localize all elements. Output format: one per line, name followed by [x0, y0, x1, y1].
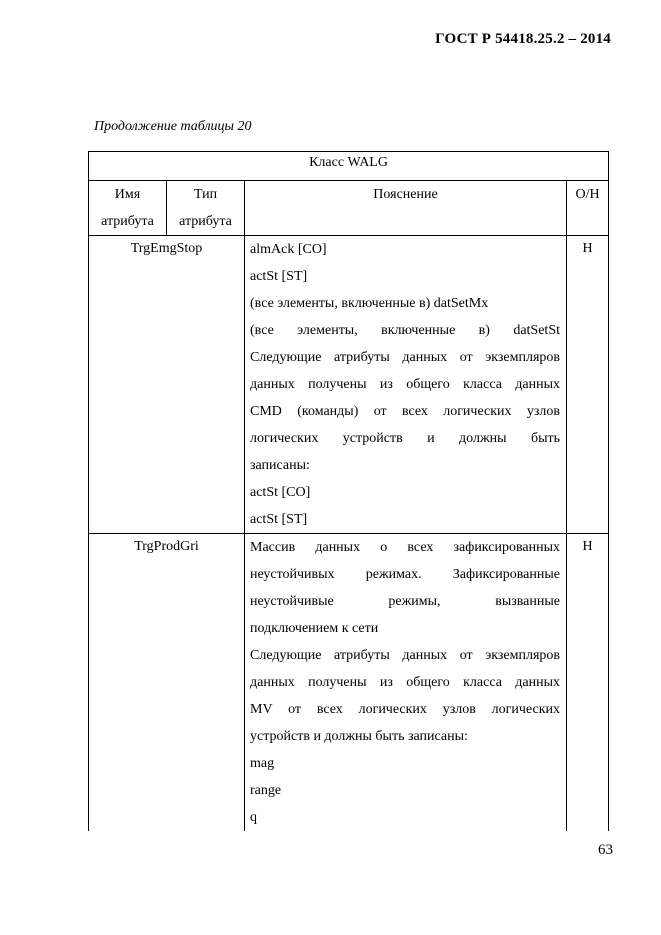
table-caption: Продолжение таблицы 20	[94, 119, 252, 134]
desc-line: данных получены из общего класса данных	[250, 377, 560, 392]
desc-line: логических устройств и должны быть	[250, 431, 560, 446]
desc-line: Следующие атрибуты данных от экземпляров	[250, 648, 560, 663]
desc-line: mag	[250, 756, 275, 771]
desc-line: устройств и должны быть записаны:	[250, 729, 468, 744]
class-row	[89, 152, 609, 181]
page-number: 63	[598, 842, 613, 858]
desc-line: MV от всех логических узлов логических	[250, 702, 560, 717]
header-row	[89, 181, 609, 236]
row-description	[245, 236, 567, 534]
attribute-name: TrgEmgStop	[130, 241, 203, 256]
row-on	[567, 534, 609, 832]
desc-line: (все элементы, включенные в) datSetMx	[250, 296, 489, 311]
col-header-type-line2: атрибута	[179, 214, 232, 229]
desc-line: actSt [ST]	[250, 269, 308, 284]
desc-line: actSt [CO]	[250, 485, 311, 500]
desc-line: (все элементы, включенные в) datSetSt	[250, 323, 560, 338]
attributes-table	[88, 151, 609, 831]
table-row	[89, 534, 609, 832]
desc-line: q	[250, 810, 257, 825]
row-attribute-name	[89, 236, 245, 534]
table-row	[89, 236, 609, 534]
class-title: Класс WALG	[89, 152, 609, 181]
col-header-name	[89, 181, 167, 236]
desc-line: almAck [CO]	[250, 242, 327, 257]
col-header-name-line1: Имя	[114, 187, 141, 202]
row-on	[567, 236, 609, 534]
desc-line: actSt [ST]	[250, 512, 308, 527]
desc-line: Следующие атрибуты данных от экземпляров	[250, 350, 560, 365]
on-value: Н	[582, 539, 593, 554]
desc-line: записаны:	[250, 458, 310, 473]
col-header-type-line1: Тип	[193, 187, 218, 202]
document-header: ГОСТ Р 54418.25.2 – 2014	[435, 31, 611, 47]
desc-line: данных получены из общего класса данных	[250, 675, 560, 690]
col-header-name-line2: атрибута	[101, 214, 154, 229]
desc-line: CMD (команды) от всех логических узлов	[250, 404, 560, 419]
desc-line: range	[250, 783, 282, 798]
desc-line: неустойчивых режимах. Зафиксированные	[250, 567, 560, 582]
on-value: Н	[582, 241, 593, 256]
desc-line: Массив данных о всех зафиксированных	[250, 540, 560, 555]
desc-line: подключением к сети	[250, 621, 379, 636]
attribute-name: TrgProdGri	[134, 539, 199, 554]
col-header-desc: Пояснение	[245, 181, 567, 236]
row-attribute-name	[89, 534, 245, 832]
row-description	[245, 534, 567, 832]
col-header-type	[167, 181, 245, 236]
desc-line: неустойчивые режимы, вызванные	[250, 594, 560, 609]
col-header-on: О/Н	[567, 181, 609, 236]
